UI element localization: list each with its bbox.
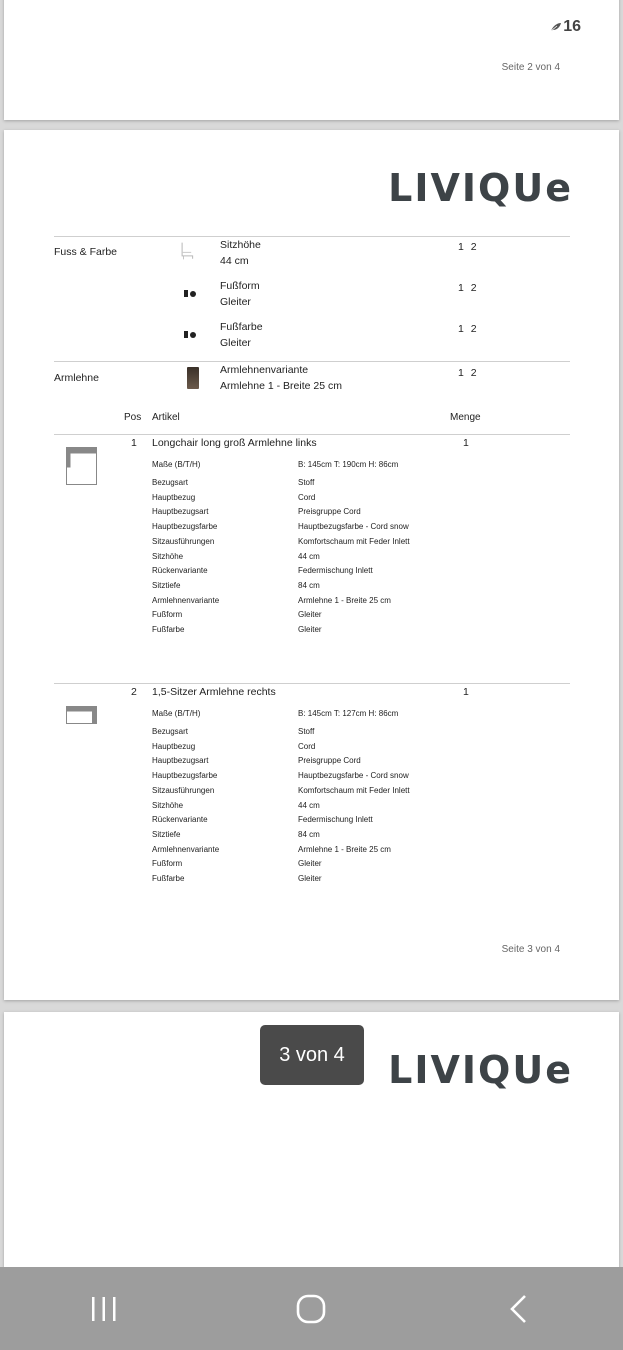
spec-value: Cord [298, 741, 316, 751]
spec-values [298, 725, 410, 887]
livique-logo: LIVIQUe [388, 166, 573, 210]
option-value: Gleiter [220, 337, 251, 349]
spec-label: Sitzausführungen [152, 785, 215, 795]
spec-label: Sitzausführungen [152, 536, 215, 546]
spec-label: Bezugsart [152, 727, 189, 736]
group-label-fuss-farbe: Fuss & Farbe [54, 246, 118, 258]
spec-label-masse: Maße (B/T/H) [152, 709, 201, 718]
foot-shape-icon [183, 288, 197, 298]
spec-labels [152, 725, 219, 887]
spec-label: Fußfarbe [152, 625, 185, 635]
option-qty: 1 2 [458, 282, 479, 294]
recents-icon [89, 1295, 119, 1323]
spec-label: Fußfarbe [152, 874, 185, 884]
back-button[interactable] [489, 1279, 549, 1339]
spec-value: Gleiter [298, 874, 322, 884]
spec-value: Gleiter [298, 859, 322, 869]
spec-value: Stoff [298, 478, 315, 487]
spec-value-masse: B: 145cm T: 127cm H: 86cm [298, 709, 399, 718]
divider [54, 236, 570, 237]
chair-height-icon [180, 240, 194, 262]
option-title: Fußform [220, 280, 260, 292]
foot-color-icon [183, 329, 197, 339]
column-header-artikel: Artikel [152, 412, 180, 423]
spec-label: Sitztiefe [152, 829, 181, 839]
spec-value: Hauptbezugsfarbe - Cord snow [298, 522, 409, 532]
livique-logo: LIVIQUe [388, 1048, 573, 1092]
spec-label: Rückenvariante [152, 566, 208, 576]
item-title: Longchair long groß Armlehne links [152, 437, 317, 449]
spec-label: Hauptbezug [152, 741, 196, 751]
spec-value-masse: B: 145cm T: 190cm H: 86cm [298, 460, 399, 469]
recents-button[interactable] [74, 1279, 134, 1339]
page-indicator-toast: 3 von 4 [260, 1025, 364, 1085]
spec-value: 44 cm [298, 800, 320, 810]
option-value: 44 cm [220, 255, 249, 267]
spec-label: Sitzhöhe [152, 551, 184, 561]
spec-value: Gleiter [298, 610, 322, 620]
item-qty: 1 [463, 437, 469, 449]
group-label-armlehne: Armlehne [54, 372, 99, 384]
spec-value: Cord [298, 492, 316, 502]
page-number-label: Seite 2 von 4 [501, 62, 560, 73]
column-header-pos: Pos [124, 412, 142, 423]
page-badge-number: 16 [563, 18, 581, 35]
spec-label: Bezugsart [152, 478, 189, 487]
option-value: Gleiter [220, 296, 251, 308]
cropped-text [225, 0, 252, 1]
spec-value: Preisgruppe Cord [298, 756, 361, 766]
spec-value: Armlehne 1 - Breite 25 cm [298, 595, 391, 605]
spec-label: Armlehnenvariante [152, 595, 220, 605]
spec-value: 84 cm [298, 580, 320, 590]
spec-value: Stoff [298, 727, 315, 736]
spec-value: 44 cm [298, 551, 320, 561]
spec-label-masse: Maße (B/T/H) [152, 460, 201, 469]
spec-value: 84 cm [298, 829, 320, 839]
spec-value: Komfortschaum mit Feder Inlett [298, 536, 410, 546]
armrest-swatch-icon [187, 367, 199, 389]
spec-label: Armlehnenvariante [152, 844, 220, 854]
spec-value: Federmischung Inlett [298, 566, 373, 576]
divider [54, 683, 570, 684]
spec-label: Sitztiefe [152, 580, 181, 590]
pdf-page-3 [4, 130, 619, 1000]
column-header-menge: Menge [450, 412, 481, 423]
divider [54, 434, 570, 435]
spec-label: Hauptbezugsart [152, 507, 209, 517]
spec-label: Hauptbezugsart [152, 756, 209, 766]
home-icon [295, 1293, 327, 1325]
spec-labels [152, 476, 219, 638]
spec-label: Hauptbezugsfarbe [152, 771, 218, 781]
spec-label: Fußform [152, 859, 183, 869]
option-qty: 1 2 [458, 367, 479, 379]
spec-value: Hauptbezugsfarbe - Cord snow [298, 771, 409, 781]
spec-label: Sitzhöhe [152, 800, 184, 810]
spec-label: Fußform [152, 610, 183, 620]
spec-value: Komfortschaum mit Feder Inlett [298, 785, 410, 795]
spec-label: Rückenvariante [152, 815, 208, 825]
longchair-thumbnail [66, 447, 97, 485]
option-title: Fußfarbe [220, 321, 263, 333]
option-qty: 1 2 [458, 323, 479, 335]
divider [54, 361, 570, 362]
option-qty: 1 2 [458, 241, 479, 253]
pdf-page-2 [4, 0, 619, 120]
spec-values [298, 476, 410, 638]
home-button[interactable] [281, 1279, 341, 1339]
item-position: 1 [131, 437, 137, 449]
sofa-1-5-seater-thumbnail [66, 706, 97, 724]
leaf-icon [550, 22, 562, 32]
system-navigation-bar [0, 1267, 623, 1350]
page-number-label: Seite 3 von 4 [501, 944, 560, 955]
spec-value: Preisgruppe Cord [298, 507, 361, 517]
option-value: Armlehne 1 - Breite 25 cm [220, 380, 342, 392]
spec-label: Hauptbezug [152, 492, 196, 502]
item-title: 1,5-Sitzer Armlehne rechts [152, 686, 276, 698]
option-title: Armlehnenvariante [220, 364, 309, 376]
back-icon [507, 1293, 531, 1325]
option-title: Sitzhöhe [220, 239, 261, 251]
item-qty: 1 [463, 686, 469, 698]
spec-value: Armlehne 1 - Breite 25 cm [298, 844, 391, 854]
item-position: 2 [131, 686, 137, 698]
spec-label: Hauptbezugsfarbe [152, 522, 218, 532]
page-badge [550, 18, 581, 36]
spec-value: Gleiter [298, 625, 322, 635]
spec-value: Federmischung Inlett [298, 815, 373, 825]
